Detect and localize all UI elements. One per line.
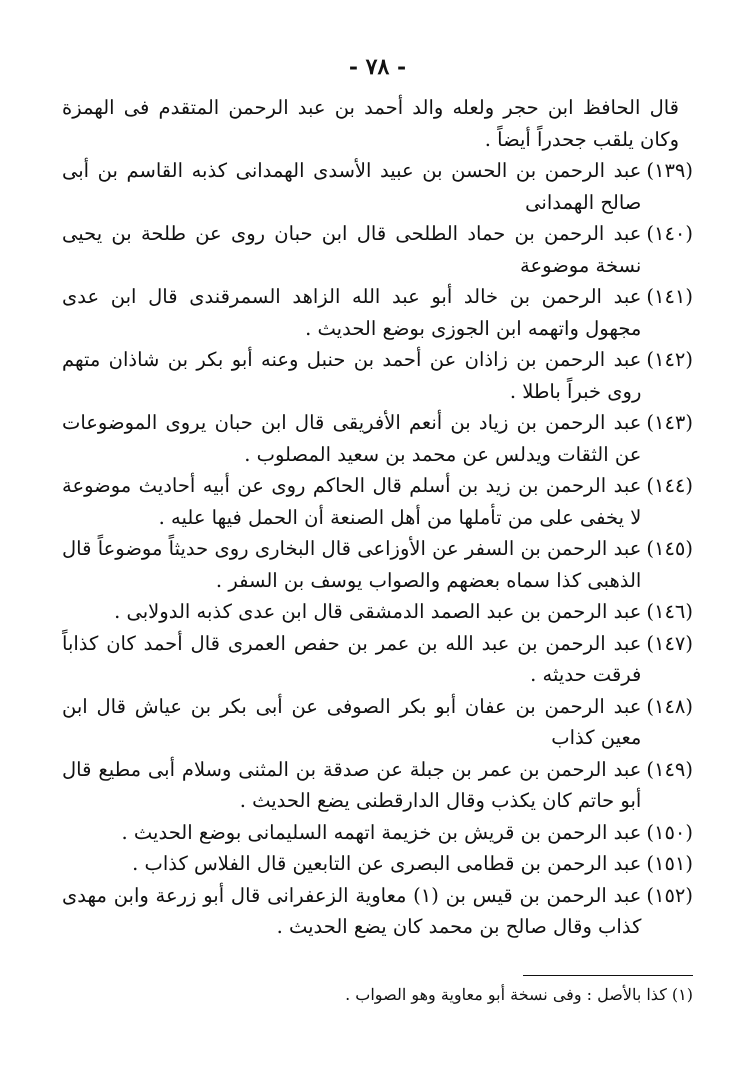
entry-142 (62, 344, 693, 407)
entry-number: (١٥١) (646, 852, 693, 875)
entry-number: (١٣٩) (646, 159, 693, 182)
entry-text: عبد الرحمن بن الحسن بن عبيد الأسدى الهمدانى كذبه القاسم بن أبى صالح الهمدانى (62, 159, 642, 214)
entry-number: (١٤٢) (646, 348, 693, 371)
entry-number: (١٤٧) (646, 631, 693, 655)
entry-150 (62, 817, 693, 849)
entry-text: عبد الرحمن بن خالد أبو عبد الله الزاهد السمرقندى قال ابن عدى مجهول واتهمه ابن الجوزى بوضع الحديث . (62, 285, 642, 340)
entry-number: (١٤٨) (646, 694, 693, 718)
entry-145 (62, 533, 693, 596)
entry-text: عبد الرحمن بن عبد الصمد الدمشقى قال ابن عدى كذبه الدولابى . (114, 600, 642, 623)
entry-text: عبد الرحمن بن عفان أبو بكر الصوفى عن أبى بكر بن عياش قال ابن معين كذاب (62, 694, 642, 749)
entry-text: عبد الرحمن بن قيس بن (١) معاوية الزعفرانى قال أبو زرعة وابن مهدى كذاب وقال صالح بن محمد كان يضع الحديث . (62, 883, 642, 938)
entry-number: (١٤٩) (646, 757, 693, 781)
entry-text: عبد الرحمن بن عبد الله بن عمر بن حفص العمرى قال أحمد كان كذاباً فرقت حديثه . (62, 631, 642, 686)
entry-147 (62, 628, 693, 691)
entry-text: عبد الرحمن بن حماد الطلحى قال ابن حبان روى عن طلحة بن يحيى نسخة موضوعة (62, 222, 642, 277)
entry-number: (١٤١) (646, 285, 693, 308)
entry-text: عبد الرحمن بن زياد بن أنعم الأفريقى قال ابن حبان يروى الموضوعات عن الثقات ويدلس عن محمد بن سعيد المصلوب . (62, 411, 642, 466)
entry-149 (62, 754, 693, 817)
entry-text: عبد الرحمن بن السفر عن الأوزاعى قال البخارى روى حديثاً موضوعاً قال الذهبى كذا سماه بعضهم والصواب يوسف بن السفر . (62, 537, 642, 592)
entry-144 (62, 470, 693, 533)
entry-number: (١٤٥) (646, 537, 693, 560)
entry-number: (١٥٢) (646, 883, 693, 907)
entry-text: عبد الرحمن بن عمر بن جبلة عن صدقة بن المثنى وسلام أبى مطيع قال أبو حاتم كان يكذب وقال الدارقطنى يضع الحديث . (62, 757, 642, 812)
entry-151 (62, 848, 693, 880)
page-number: - ٧٨ - (348, 54, 407, 80)
entry-number: (١٤٦) (646, 600, 693, 623)
entry-number: (١٤٤) (646, 474, 693, 497)
footnote: (١) كذا بالأصل : وفى نسخة أبو معاوية وهو الصواب . (345, 985, 693, 1004)
entry-152 (62, 880, 693, 943)
entry-text: عبد الرحمن بن زيد بن أسلم قال الحاكم روى عن أبيه أحاديث موضوعة لا يخفى على من تأملها من أهل الصنعة أن الحمل فيها عليه . (62, 474, 642, 529)
entry-148 (62, 691, 693, 754)
entry-text: عبد الرحمن بن زاذان عن أحمد بن حنبل وعنه أبو بكر بن شاذان متهم روى خبراً باطلا . (62, 348, 642, 403)
page-body (62, 92, 693, 943)
intro-paragraph: قال الحافظ ابن حجر ولعله والد أحمد بن عبد الرحمن المتقدم فى الهمزة وكان يلقب جحدراً أيضاً . (62, 96, 679, 151)
entry-143 (62, 407, 693, 470)
footnote-divider (523, 975, 693, 976)
entry-139 (62, 155, 693, 218)
entry-141 (62, 281, 693, 344)
entry-140 (62, 218, 693, 281)
entry-text: عبد الرحمن بن قطامى البصرى عن التابعين قال الفلاس كذاب . (132, 852, 642, 875)
entry-text: عبد الرحمن بن قريش بن خزيمة اتهمه السليمانى بوضع الحديث . (121, 820, 642, 844)
entry-number: (١٤٠) (646, 222, 693, 245)
entry-number: (١٥٠) (646, 820, 693, 844)
entry-146 (62, 596, 693, 628)
entry-number: (١٤٣) (646, 411, 693, 434)
